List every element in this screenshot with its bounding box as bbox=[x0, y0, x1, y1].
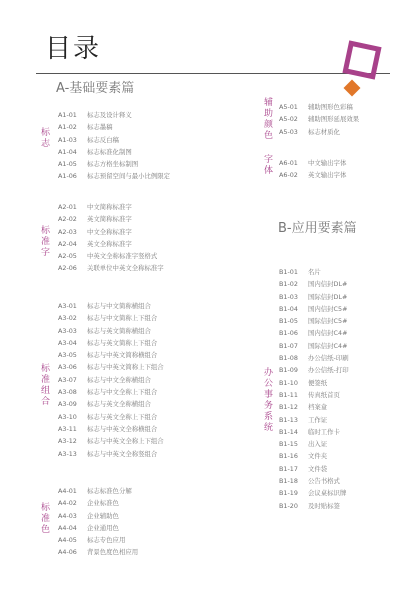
toc-entry[interactable]: A4-01 标志标准色分解 bbox=[58, 487, 132, 495]
group-label-typeface: 字体 bbox=[263, 155, 273, 176]
toc-entry[interactable]: A3-12 标志与中英文全称上下组合 bbox=[58, 437, 164, 446]
group-label-office-system: 办公事务系统 bbox=[263, 368, 273, 433]
toc-entry[interactable]: B1-12 档案盒 bbox=[279, 403, 328, 412]
toc-entry[interactable]: A3-09 标志与英文全称横组合 bbox=[58, 400, 151, 409]
toc-entry[interactable]: B1-13 工作证 bbox=[279, 415, 328, 424]
toc-list-a6 bbox=[279, 157, 346, 182]
toc-entry[interactable]: A4-06 背景色度色相应用 bbox=[58, 548, 139, 557]
toc-list-a5 bbox=[279, 101, 359, 138]
toc-entry[interactable]: A3-07 标志与中文全称横组合 bbox=[58, 375, 151, 384]
toc-entry[interactable]: A2-01 中文简称标准字 bbox=[58, 203, 132, 211]
toc-entry[interactable]: B1-01 名片 bbox=[279, 268, 321, 276]
toc-entry[interactable]: B1-08 办公信纸-印刷 bbox=[279, 354, 349, 363]
section-a-heading: A-基础要素篇 bbox=[56, 81, 135, 96]
toc-entry[interactable]: A3-08 标志与中文全称上下组合 bbox=[58, 388, 158, 397]
brand-logo-icon bbox=[342, 40, 382, 102]
toc-entry[interactable]: A3-13 标志与中英文全称竖组合 bbox=[58, 449, 158, 458]
toc-entry[interactable]: B1-02 国内信封DL# bbox=[279, 280, 348, 289]
toc-entry[interactable]: B1-15 出入证 bbox=[279, 440, 328, 449]
toc-list-a4 bbox=[58, 485, 138, 559]
toc-entry[interactable]: A5-01 辅助图形色彩稿 bbox=[279, 103, 353, 111]
toc-entry[interactable]: B1-03 国际信封DL# bbox=[279, 292, 348, 301]
group-label-logo: 标志 bbox=[40, 128, 50, 149]
toc-entry[interactable]: A4-02 企业标准色 bbox=[58, 499, 119, 508]
toc-entry[interactable]: A1-06 标志预留空间与最小比例限定 bbox=[58, 172, 171, 181]
toc-entry[interactable]: A2-03 中文全称标准字 bbox=[58, 227, 132, 236]
page-title: 目录 bbox=[45, 34, 102, 64]
toc-entry[interactable]: A3-05 标志与中英文简称横组合 bbox=[58, 351, 158, 360]
toc-entry[interactable]: A1-05 标志方格坐标制图 bbox=[58, 160, 139, 169]
toc-list-a1 bbox=[58, 109, 170, 183]
toc-entry[interactable]: B1-20 及时贴标签 bbox=[279, 501, 340, 510]
toc-entry[interactable]: A3-04 标志与英文简称上下组合 bbox=[58, 338, 158, 347]
toc-entry[interactable]: B1-10 便签纸 bbox=[279, 378, 328, 387]
toc-entry[interactable]: B1-14 临时工作卡 bbox=[279, 427, 340, 436]
toc-entry[interactable]: A4-03 企业辅助色 bbox=[58, 511, 119, 520]
toc-entry[interactable]: A3-01 标志与中文简称横组合 bbox=[58, 302, 151, 310]
toc-entry[interactable]: B1-06 国内信封C4# bbox=[279, 329, 348, 338]
group-label-standard-font: 标准字 bbox=[40, 226, 50, 258]
section-b-heading: B-应用要素篇 bbox=[278, 221, 357, 236]
toc-entry[interactable]: A3-03 标志与英文简称横组合 bbox=[58, 326, 151, 335]
group-label-standard-color: 标准色 bbox=[40, 503, 50, 535]
toc-entry[interactable]: B1-11 传真纸首页 bbox=[279, 390, 340, 399]
toc-entry[interactable]: A5-03 标志材质化 bbox=[279, 127, 340, 136]
toc-entry[interactable]: A3-11 标志与中英文全称横组合 bbox=[58, 424, 158, 433]
toc-list-a3 bbox=[58, 300, 164, 460]
toc-entry[interactable]: A2-02 英文简称标准字 bbox=[58, 215, 132, 224]
toc-entry[interactable]: A2-06 关联单位中英文全称标准字 bbox=[58, 264, 164, 273]
toc-entry[interactable]: A4-05 标志专色应用 bbox=[58, 536, 126, 545]
toc-entry[interactable]: A4-04 企业通用色 bbox=[58, 523, 119, 532]
toc-entry[interactable]: A6-02 英文输出字体 bbox=[279, 171, 347, 180]
toc-entry[interactable]: A3-10 标志与英文全称上下组合 bbox=[58, 412, 158, 421]
toc-entry[interactable]: B1-17 文件袋 bbox=[279, 464, 328, 473]
toc-entry[interactable]: A1-01 标志及设计释义 bbox=[58, 111, 132, 119]
toc-entry[interactable]: B1-09 办公信纸-打印 bbox=[279, 366, 349, 375]
toc-entry[interactable]: B1-04 国内信封C5# bbox=[279, 304, 348, 313]
toc-entry[interactable]: B1-16 文件夹 bbox=[279, 452, 328, 461]
toc-entry[interactable]: A1-02 标志墨稿 bbox=[58, 123, 113, 132]
toc-entry[interactable]: A1-03 标志反白稿 bbox=[58, 135, 119, 144]
toc-list-b1 bbox=[279, 266, 349, 512]
toc-entry[interactable]: A6-01 中文输出字体 bbox=[279, 159, 347, 167]
toc-entry[interactable]: A2-05 中英文全称标准字竖格式 bbox=[58, 252, 158, 261]
toc-list-a2 bbox=[58, 201, 164, 275]
toc-entry[interactable]: B1-07 国际信封C4# bbox=[279, 341, 348, 350]
toc-entry[interactable]: A3-06 标志与中英文简称上下组合 bbox=[58, 363, 164, 372]
toc-entry[interactable]: A5-02 辅助图形延展效果 bbox=[279, 115, 360, 124]
toc-entry[interactable]: A3-02 标志与中文简称上下组合 bbox=[58, 314, 158, 323]
toc-entry[interactable]: A2-04 英文全称标准字 bbox=[58, 239, 132, 248]
toc-entry[interactable]: B1-18 公告书格式 bbox=[279, 477, 340, 486]
group-label-standard-combo: 标准组合 bbox=[40, 364, 50, 407]
toc-entry[interactable]: B1-19 会议桌标识牌 bbox=[279, 489, 347, 498]
title-rule bbox=[36, 73, 390, 74]
group-label-aux-color: 辅助颜色 bbox=[263, 98, 273, 141]
toc-entry[interactable]: A1-04 标志标准化制图 bbox=[58, 147, 132, 156]
toc-entry[interactable]: B1-05 国际信封C5# bbox=[279, 317, 348, 326]
